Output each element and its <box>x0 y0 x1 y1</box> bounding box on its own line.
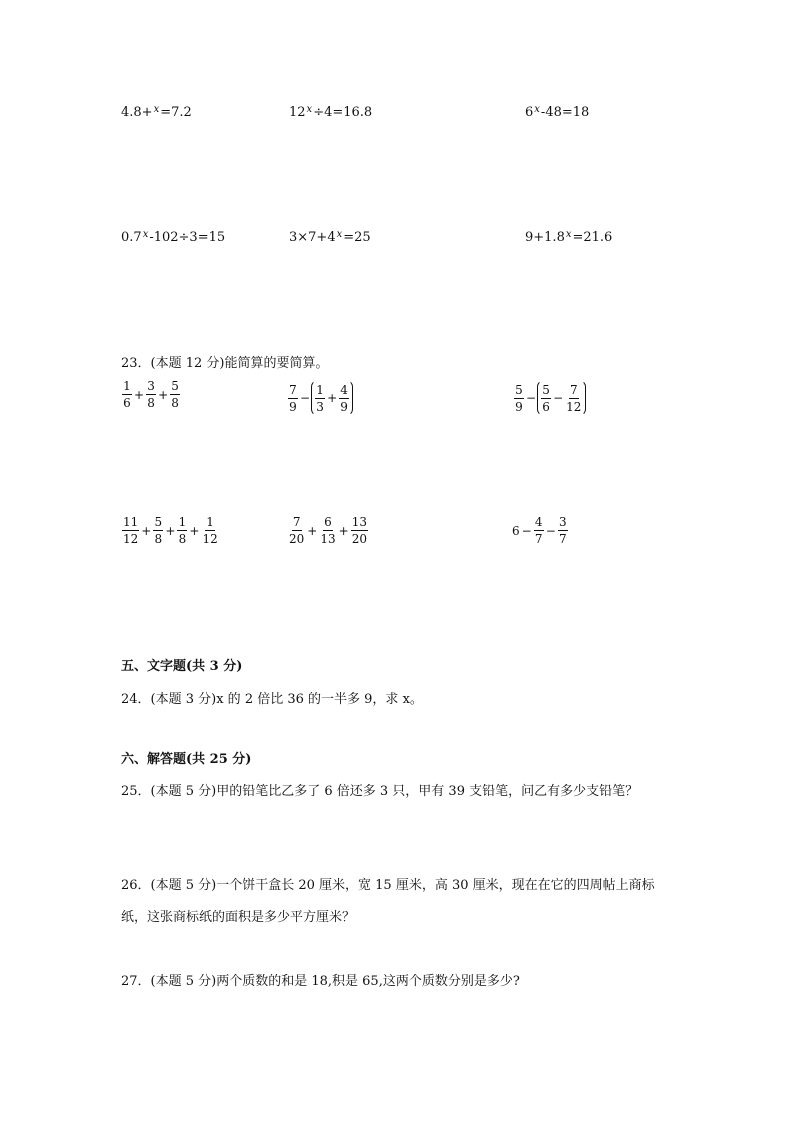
variable-x: x <box>153 104 160 115</box>
numerator: 5 <box>542 382 550 397</box>
numerator: 1 <box>123 379 131 393</box>
parentheses <box>311 380 353 416</box>
fraction-expression-5 <box>287 516 369 545</box>
denominator: 12 <box>123 532 139 546</box>
eq-text: 4.8+ <box>121 105 153 120</box>
denominator: 20 <box>289 532 305 546</box>
fraction <box>315 384 325 413</box>
denominator: 9 <box>289 399 297 414</box>
operator: + <box>165 523 176 538</box>
numerator: 5 <box>171 379 179 393</box>
fraction-expression-2 <box>287 380 353 416</box>
operator: + <box>134 387 145 402</box>
equation-4 <box>121 229 225 245</box>
equation-2 <box>289 104 372 120</box>
denominator: 6 <box>542 399 550 414</box>
denominator: 8 <box>147 396 155 410</box>
denominator: 13 <box>320 532 336 546</box>
fraction <box>122 380 132 409</box>
fraction <box>288 516 305 545</box>
eq-text: =21.6 <box>572 230 613 245</box>
eq-text: ÷4=16.8 <box>313 105 373 120</box>
fraction <box>122 516 139 545</box>
equation-6 <box>525 229 612 245</box>
fraction <box>558 516 568 545</box>
operator: + <box>189 523 200 538</box>
fraction <box>153 516 163 545</box>
operator: − <box>300 391 311 405</box>
question-24: 24．(本题 3 分)x 的 2 倍比 36 的一半多 9，求 x。 <box>121 692 423 707</box>
variable-x: x <box>142 229 149 240</box>
operator: + <box>338 523 349 538</box>
question-25: 25．(本题 5 分)甲的铅笔比乙多了 6 倍还多 3 只，甲有 39 支铅笔，问乙有多少支铅笔？ <box>121 784 639 799</box>
denominator: 20 <box>351 532 367 546</box>
section-5-heading: 五、文字题(共 3 分) <box>121 659 243 674</box>
numerator: 4 <box>534 515 543 529</box>
operator: + <box>158 387 169 402</box>
numerator: 7 <box>292 515 301 529</box>
denominator: 12 <box>566 399 582 414</box>
operator: − <box>545 523 556 538</box>
eq-text: =7.2 <box>160 105 192 120</box>
denominator: 8 <box>178 532 187 546</box>
fraction <box>177 516 187 545</box>
variable-x: x <box>565 229 572 240</box>
fraction-expression-3 <box>513 380 586 416</box>
fraction <box>170 380 180 409</box>
operator: + <box>307 523 318 538</box>
fraction <box>201 516 218 545</box>
eq-text: 12 <box>289 105 306 120</box>
q23-title: 23．(本题 12 分)能简算的要简算。 <box>121 356 329 371</box>
eq-text: =25 <box>343 230 371 245</box>
eq-text: 3×7+4 <box>289 230 336 245</box>
denominator: 9 <box>515 399 523 414</box>
question-26-line-2: 纸，这张商标纸的面积是多少平方厘米？ <box>121 910 356 925</box>
fraction <box>339 384 349 413</box>
eq-text: -48=18 <box>540 105 590 120</box>
numerator: 3 <box>147 379 155 393</box>
equation-3 <box>525 104 589 120</box>
variable-x: x <box>336 229 343 240</box>
fraction <box>534 516 544 545</box>
eq-text: 9+1.8 <box>525 230 565 245</box>
parentheses <box>537 380 586 416</box>
numerator: 6 <box>324 515 332 529</box>
eq-text: 0.7 <box>121 230 142 245</box>
variable-x: x <box>534 104 540 115</box>
denominator: 7 <box>534 532 543 546</box>
operator: + <box>327 391 338 405</box>
operator: + <box>141 523 152 538</box>
eq-text: -102÷3=15 <box>149 230 226 245</box>
numerator: 5 <box>154 515 163 529</box>
question-27: 27．(本题 5 分)两个质数的和是 18,积是 65,这两个质数分别是多少? <box>121 974 520 989</box>
numerator: 1 <box>316 382 324 397</box>
denominator: 3 <box>316 399 324 414</box>
fraction <box>565 384 582 413</box>
fraction-expression-1 <box>121 380 181 409</box>
fraction-expression-4 <box>121 516 220 545</box>
numerator: 4 <box>340 382 348 397</box>
section-6-heading: 六、解答题(共 25 分) <box>121 752 252 767</box>
operator: − <box>526 391 537 405</box>
fraction <box>351 516 368 545</box>
operator: − <box>521 523 532 538</box>
fraction <box>288 384 298 413</box>
operator: − <box>553 391 564 405</box>
numerator: 11 <box>123 515 139 529</box>
whole-number: 6 <box>512 523 520 538</box>
denominator: 9 <box>340 399 348 414</box>
fraction <box>514 384 524 413</box>
denominator: 6 <box>123 396 131 410</box>
fraction-expression-6 <box>511 516 569 545</box>
equation-1 <box>121 104 192 120</box>
eq-text: 6 <box>525 105 534 120</box>
fraction <box>541 384 551 413</box>
numerator: 1 <box>178 515 187 529</box>
numerator: 3 <box>558 515 567 529</box>
fraction <box>319 516 336 545</box>
denominator: 8 <box>171 396 179 410</box>
question-26-line-1: 26．(本题 5 分)一个饼干盒长 20 厘米，宽 15 厘米，高 30 厘米，现在在它的四周帖上商标 <box>121 878 655 893</box>
variable-x: x <box>306 104 313 115</box>
numerator: 13 <box>351 515 367 529</box>
numerator: 1 <box>206 515 214 529</box>
fraction <box>146 380 156 409</box>
denominator: 7 <box>558 532 567 546</box>
numerator: 5 <box>515 382 523 397</box>
denominator: 8 <box>154 532 163 546</box>
numerator: 7 <box>569 382 578 397</box>
numerator: 7 <box>289 382 297 397</box>
denominator: 12 <box>202 532 218 546</box>
equation-5 <box>289 229 371 245</box>
